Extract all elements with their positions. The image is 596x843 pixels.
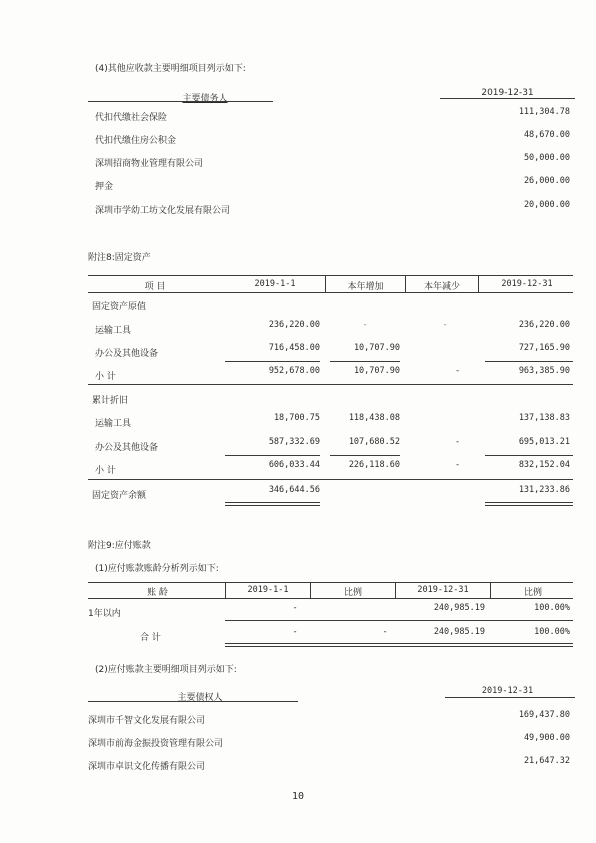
s1-header-line-right bbox=[440, 98, 575, 99]
page-number: 10 bbox=[291, 791, 305, 802]
s3-subtotal-line bbox=[225, 620, 573, 621]
s1-col-name: 主要债务人 bbox=[182, 94, 228, 104]
s3-row-open: - bbox=[292, 603, 298, 613]
s4-row-name: 深圳市千智文化发展有限公司 bbox=[88, 716, 206, 726]
s2-row-close: 695,013.21 bbox=[518, 437, 570, 447]
s2-row-name: 办公及其他设备 bbox=[95, 443, 159, 453]
s2-h-dec: 本年减少 bbox=[423, 282, 460, 292]
s3-h-ratio2: 比例 bbox=[523, 588, 542, 598]
s2-subtotal-line bbox=[330, 455, 400, 456]
s3-header-divider bbox=[225, 582, 226, 598]
s2-row-inc: - bbox=[362, 320, 368, 330]
s2-header-divider bbox=[478, 275, 479, 292]
s1-row-value: 20,000.00 bbox=[523, 200, 570, 210]
s2-subtotal-line bbox=[225, 361, 320, 362]
s1-row-name: 代扣代缴社会保险 bbox=[95, 113, 168, 123]
s3-total-ratio2: 100.00% bbox=[534, 627, 570, 637]
s1-row-name: 深圳招商物业管理有限公司 bbox=[95, 159, 204, 169]
s1-row-value: 111,304.78 bbox=[518, 107, 570, 117]
s4-row-name: 深圳市卓识文化传播有限公司 bbox=[88, 762, 206, 772]
s3-h-age: 账 龄 bbox=[147, 588, 168, 598]
s2-row-inc: 118,438.08 bbox=[348, 413, 400, 423]
s1-header-line-left bbox=[88, 101, 273, 102]
s3-total-name: 合 计 bbox=[140, 633, 161, 643]
s2-row-name: 运输工具 bbox=[95, 419, 132, 429]
s2-row-close: 832,152.04 bbox=[518, 460, 570, 470]
s2-title: 附注8:固定资产 bbox=[88, 253, 151, 263]
s2-row-close: 727,165.90 bbox=[518, 343, 570, 353]
s2-row-name: 办公及其他设备 bbox=[95, 349, 159, 359]
s3-h-ratio1: 比例 bbox=[343, 588, 362, 598]
s2-row-name: 小 计 bbox=[95, 372, 116, 382]
s3-total-ratio1: - bbox=[382, 627, 388, 637]
s2-h-close: 2019-12-31 bbox=[501, 279, 553, 289]
s2-row-dec: - bbox=[442, 320, 448, 330]
s3-header-bottom-line bbox=[88, 598, 573, 599]
s2-row-open: 18,700.75 bbox=[273, 413, 320, 423]
s2-row-inc: 10,707.90 bbox=[353, 343, 400, 353]
s2-row-dec: - bbox=[454, 437, 461, 447]
s2-subtotal-line bbox=[485, 361, 573, 362]
s2-row-close: 131,233.86 bbox=[518, 485, 570, 495]
s3-row-name: 1年以内 bbox=[88, 609, 121, 619]
s4-header-line-left bbox=[88, 701, 298, 702]
s2-row-dec: - bbox=[454, 460, 461, 470]
s2-subtotal-line bbox=[330, 361, 400, 362]
s2-subtotal-line bbox=[225, 455, 320, 456]
s3-row-ratio2: 100.00% bbox=[534, 603, 570, 613]
s4-title: (2)应付账款主要明细项目列示如下: bbox=[95, 665, 237, 675]
s1-row-name: 代扣代缴住房公积金 bbox=[95, 136, 177, 146]
s2-header-divider bbox=[325, 275, 326, 292]
s4-row-value: 169,437.80 bbox=[518, 710, 570, 720]
s2-header-bottom-line bbox=[88, 292, 573, 293]
s3-subtitle: (1)应付账款账龄分析列示如下: bbox=[95, 564, 219, 574]
s1-row-value: 26,000.00 bbox=[523, 176, 570, 186]
s1-row-name: 押金 bbox=[95, 182, 114, 192]
s3-h-open: 2019-1-1 bbox=[247, 585, 289, 595]
s2-h-inc: 本年增加 bbox=[347, 282, 384, 292]
s4-col-name: 主要债权人 bbox=[177, 693, 223, 703]
s2-row-inc: 107,680.52 bbox=[348, 437, 400, 447]
s2-section-depreciation: 累计折旧 bbox=[92, 396, 129, 406]
s4-row-value: 49,900.00 bbox=[523, 733, 570, 743]
s2-row-open: 606,033.44 bbox=[268, 460, 320, 470]
s2-h-item: 项 目 bbox=[144, 282, 166, 292]
s3-header-divider bbox=[395, 582, 396, 598]
s2-row-inc: 10,707.90 bbox=[353, 366, 400, 376]
s2-row-close: 236,220.00 bbox=[518, 320, 570, 330]
s2-row-inc: 226,118.60 bbox=[348, 460, 400, 470]
s2-row-name: 小 计 bbox=[95, 466, 116, 476]
s2-row-open: 236,220.00 bbox=[268, 320, 320, 330]
s4-header-line-right bbox=[445, 697, 575, 698]
s3-header-divider bbox=[310, 582, 311, 598]
s1-title: (4)其他应收款主要明细项目列示如下: bbox=[95, 64, 246, 74]
s3-title: 附注9:应付账款 bbox=[88, 541, 151, 551]
s1-row-value: 48,670.00 bbox=[523, 130, 570, 140]
s2-section-line bbox=[88, 384, 573, 385]
s4-row-value: 21,647.32 bbox=[523, 756, 570, 766]
s3-top-line bbox=[88, 582, 573, 583]
s2-h-open: 2019-1-1 bbox=[254, 279, 296, 289]
s2-subtotal-line bbox=[485, 455, 573, 456]
s2-row-open: 716,458.00 bbox=[268, 343, 320, 353]
s2-section-line bbox=[88, 479, 573, 480]
s3-h-close: 2019-12-31 bbox=[417, 585, 469, 595]
s2-row-open: 346,644.56 bbox=[268, 485, 320, 495]
s2-total-double-line bbox=[225, 502, 320, 506]
s2-row-name: 运输工具 bbox=[95, 326, 132, 336]
s3-total-open: - bbox=[292, 627, 298, 637]
s2-total-double-line bbox=[485, 502, 573, 506]
s3-total-double-line bbox=[225, 643, 573, 647]
s2-top-line bbox=[88, 275, 573, 276]
s4-col-date: 2019-12-31 bbox=[481, 686, 534, 696]
s3-total-close: 240,985.19 bbox=[433, 627, 485, 637]
s2-section-original: 固定资产原值 bbox=[92, 302, 147, 312]
s3-header-divider bbox=[490, 582, 491, 598]
s2-row-close: 137,138.83 bbox=[518, 413, 570, 423]
s1-col-date: 2019-12-31 bbox=[481, 88, 534, 98]
s2-row-close: 963,385.90 bbox=[518, 366, 570, 376]
s2-row-dec: - bbox=[454, 366, 461, 376]
s2-header-divider bbox=[405, 275, 406, 292]
s2-row-name: 固定资产余额 bbox=[92, 491, 147, 501]
s2-row-open: 952,678.00 bbox=[268, 366, 320, 376]
s1-row-value: 50,000.00 bbox=[523, 153, 570, 163]
s4-row-name: 深圳市前海金振投资管理有限公司 bbox=[88, 739, 224, 749]
s1-row-name: 深圳市学幼工坊文化发展有限公司 bbox=[95, 206, 231, 216]
s3-row-close: 240,985.19 bbox=[433, 603, 485, 613]
s2-row-open: 587,332.69 bbox=[268, 437, 320, 447]
